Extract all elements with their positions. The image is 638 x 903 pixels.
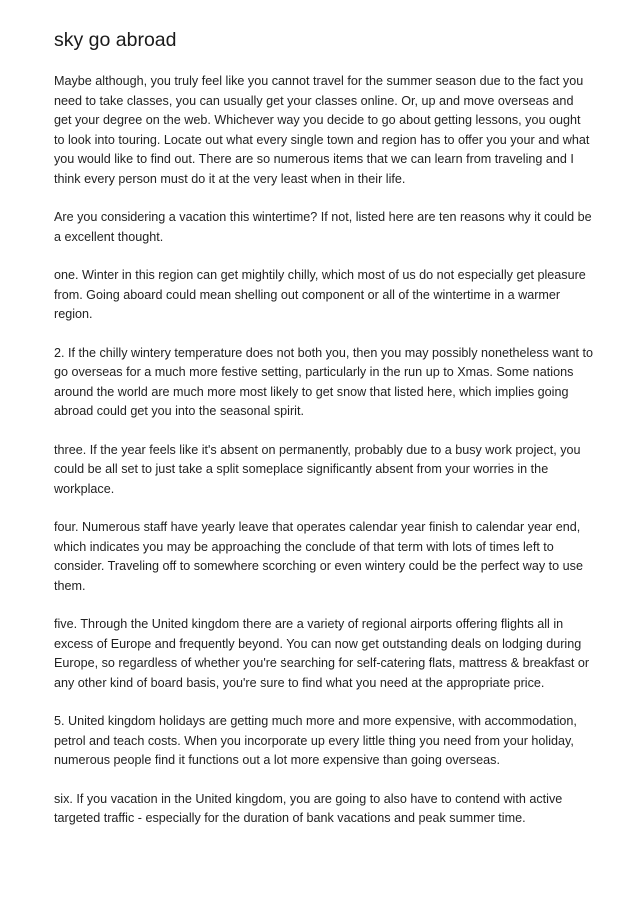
paragraph-reason-six: six. If you vacation in the United kingdom, you are going to also have to contend with active targeted traffic - especially for the duration of bank vacations and peak summer time. bbox=[54, 791, 563, 825]
document-title: sky go abroad bbox=[54, 29, 177, 51]
paragraph-question: Are you considering a vacation this wintertime? If not, listed here are ten reasons why it could be a excellent thought. bbox=[54, 210, 592, 244]
paragraph-reason-two: 2. If the chilly wintery temperature does not both you, then you may possibly nonetheless want to go overseas for a much more festive setting, particularly in the run up to Xmas. Some nations around the world are much more most likely to get snow that listed here, which implies going abroad could get you into the seasonal spirit. bbox=[54, 345, 594, 418]
paragraph-reason-three: three. If the year feels like it's absent on permanently, probably due to a busy work project, you could be all set to just take a split someplace significantly absent from your worries in the workplace. bbox=[54, 442, 581, 496]
document-page bbox=[54, 28, 594, 848]
paragraph-reason-five-b: 5. United kingdom holidays are getting much more and more expensive, with accommodation, petrol and teach costs. When you incorporate up every little thing you need from your holiday, numerous people find it functions out a lot more expensive than going overseas. bbox=[54, 714, 577, 767]
paragraph-reason-four: four. Numerous staff have yearly leave that operates calendar year finish to calendar year end, which indicates you may be approaching the conclude of that term with lots of times left to consider. Traveling off to somewhere scorching or even wintery could be the perfect way to use them. bbox=[54, 520, 583, 593]
paragraph-reason-five: five. Through the United kingdom there are a variety of regional airports offering flights all in excess of Europe and frequently beyond. You can now get outstanding deals on lodging during Europe, so regardless of whether you're searching for self-catering flats, mattress & breakfast or any other kind of board basis, you're sure to find what you need at the appropriate price. bbox=[54, 617, 590, 690]
paragraph-reason-one: one. Winter in this region can get mightily chilly, which most of us do not especially get pleasure from. Going aboard could mean shelling out component or all of the wintertime in a warmer region. bbox=[54, 268, 586, 321]
paragraph-intro: Maybe although, you truly feel like you cannot travel for the summer season due to the fact you need to take classes, you can usually get your classes online. Or, up and move overseas and get your degree on the web. Whichever way you decide to go about getting lessons, you ought to look into touring. Locate out what every single town and region has to offer you your and what you would like to find out. There are so numerous items that we can learn from traveling and I think every person must do it at the very least when in their life. bbox=[54, 74, 590, 186]
